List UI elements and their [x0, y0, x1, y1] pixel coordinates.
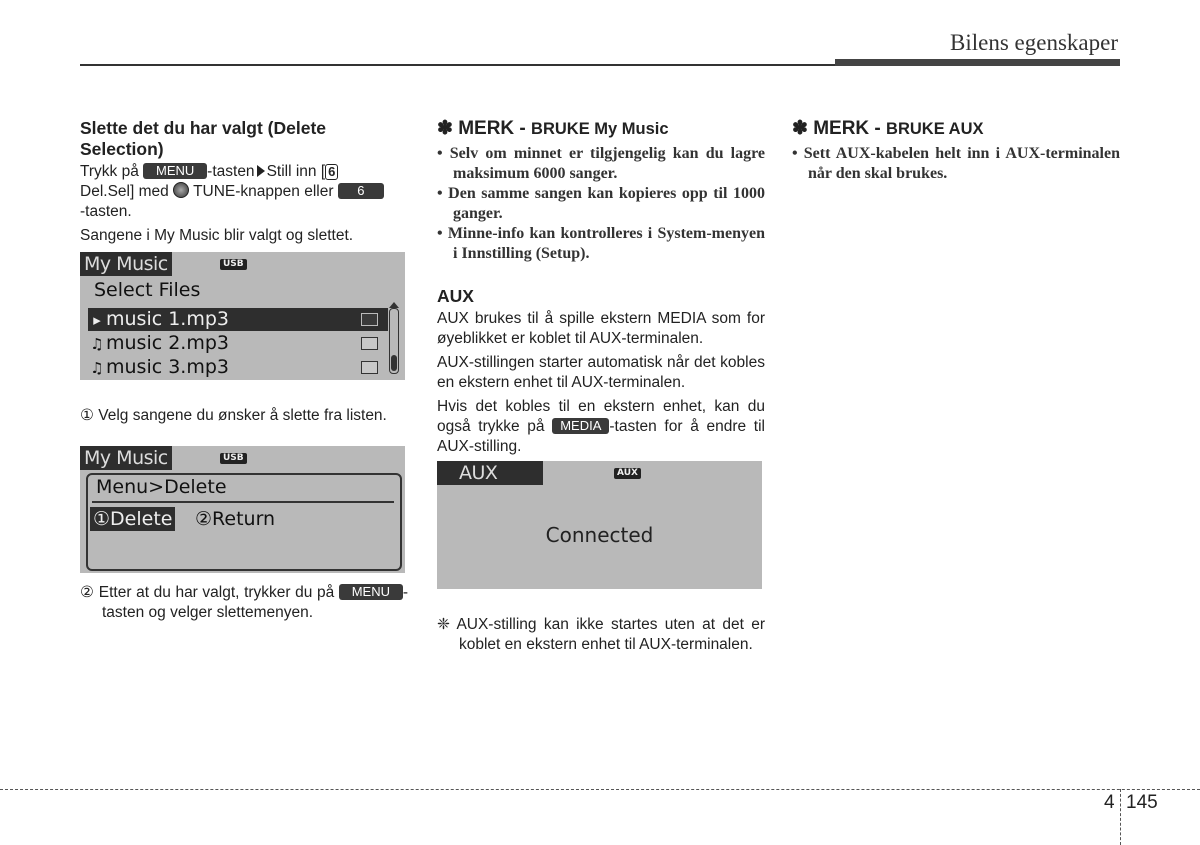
menu-delete-title: Menu>Delete — [96, 476, 227, 498]
section-heading-aux: AUX — [437, 286, 474, 306]
section-heading-delete-selection: Slette det du har valgt (Delete Selection) — [80, 118, 327, 159]
step-2: ② Etter at du har valgt, trykker du på MENU -tasten og velger slettemenyen. — [80, 584, 408, 621]
file-row[interactable]: ♫ music 3.mp3 — [88, 356, 388, 379]
delete-info-paragraph: Sangene i My Music blir valgt og slettet. — [80, 227, 354, 244]
column-right — [792, 118, 1120, 184]
select-files-title: Select Files — [94, 279, 201, 301]
screen-tab-my-music: My Music — [80, 446, 172, 470]
header-bar — [835, 59, 1120, 66]
usb-badge: USB — [220, 259, 247, 270]
page-number: 145 — [1126, 792, 1158, 813]
note-list-my-music — [437, 144, 765, 264]
aux-screen — [437, 461, 762, 589]
music-note-icon: ♫ — [90, 359, 104, 377]
instruction-paragraph: Trykk på MENU -tasten Still inn [ 6 Del.Sel] med TUNE-knappen eller 6 -tasten. — [80, 162, 408, 222]
media-key-badge: MEDIA — [552, 418, 609, 434]
music-note-icon: ♫ — [90, 335, 104, 353]
column-left — [80, 118, 408, 623]
footnote: ❈ AUX-stilling kan ikke startes uten at det er koblet en ekstern enhet til AUX-terminalen. — [437, 616, 766, 653]
return-option[interactable]: ②Return — [195, 508, 276, 530]
note-heading-my-music: ✽ MERK - BRUKE My Music — [437, 118, 669, 139]
note-list-aux — [792, 144, 1120, 184]
play-arrow-icon: ▸ — [93, 311, 101, 329]
note-heading-aux: ✽ MERK - BRUKE AUX — [792, 118, 984, 139]
column-middle — [437, 118, 765, 655]
checkbox-icon[interactable] — [361, 313, 378, 326]
footnote-list — [437, 615, 765, 655]
step-1: ① Velg sangene du ønsker å slette fra listen. — [80, 407, 387, 424]
scrollbar[interactable] — [389, 308, 399, 374]
step-list-2 — [80, 583, 408, 623]
file-row[interactable]: ♫ music 2.mp3 — [88, 332, 388, 355]
key-6-badge: 6 — [338, 183, 384, 199]
menu-key-badge: MENU — [339, 584, 403, 600]
note-item: • Sett AUX-kabelen helt inn i AUX-terminalen når den skal brukes. — [792, 145, 1120, 182]
page-header-title: Bilens egenskaper — [950, 30, 1118, 55]
aux-paragraph-3: Hvis det kobles til en ekstern enhet, kan du også trykke på MEDIA -tasten for å endre til AUX-stilling. — [437, 398, 765, 455]
checkbox-icon[interactable] — [361, 361, 378, 374]
arrow-right-icon — [257, 165, 265, 177]
note-item: • Selv om minnet er tilgjengelig kan du lagre maksimum 6000 sanger. — [437, 145, 765, 182]
footer-dashed-rule — [0, 789, 1200, 790]
checkbox-icon[interactable] — [361, 337, 378, 350]
select-files-screen — [80, 252, 405, 380]
screen-tab-aux: AUX — [437, 461, 543, 485]
connection-status: Connected — [545, 523, 654, 547]
footer-vertical-rule — [1120, 789, 1121, 845]
aux-badge: AUX — [614, 468, 641, 479]
menu-key-badge: MENU — [143, 163, 207, 179]
note-item: • Den samme sangen kan kopieres opp til 1000 ganger. — [437, 185, 765, 222]
note-item: • Minne-info kan kontrolleres i System-menyen i Innstilling (Setup). — [437, 225, 765, 262]
usb-badge: USB — [220, 453, 247, 464]
star-icon: ✽ — [792, 118, 808, 139]
header-rule — [80, 64, 835, 66]
menu-delete-screen — [80, 446, 405, 573]
delete-option[interactable]: ①Delete — [90, 507, 175, 531]
menu-delete-dialog — [86, 473, 402, 571]
number-6-key-icon: 6 — [325, 164, 338, 180]
tune-knob-icon — [173, 182, 189, 198]
aux-paragraph-2: AUX-stillingen starter automatisk når det kobles en ekstern enhet til AUX-terminalen. — [437, 354, 765, 391]
file-row[interactable]: ▸ music 1.mp3 — [88, 308, 388, 331]
chapter-number: 4 — [1104, 792, 1115, 813]
screen-tab-my-music: My Music — [80, 252, 172, 276]
aux-paragraph-1: AUX brukes til å spille ekstern MEDIA som for øyeblikket er koblet til AUX-terminalen. — [437, 310, 765, 347]
step-list-1 — [80, 406, 408, 426]
star-icon: ✽ — [437, 118, 453, 139]
